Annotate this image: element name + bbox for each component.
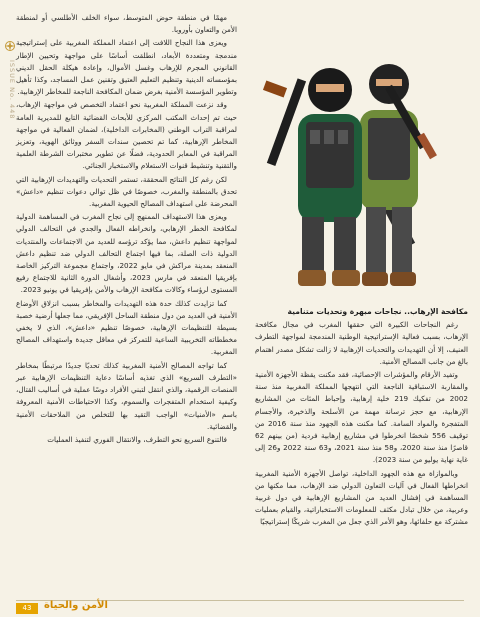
- page-number: 43: [16, 603, 38, 614]
- paragraph: فالتنوع السريع نحو التطرف، والانتقال الفوري لتنفيذ العمليات: [47, 434, 227, 444]
- paragraph: وبالموازاة مع هذه الجهود الداخلية، تواصل الأجهزة الأمنية المغربية انخراطها الفعال في آليات التعاون الدولي ضد الإرهاب، مما مكنها من المساهمة في إفشال العديد من المشاريع الإرهابية في دول غربية وعربية، من خلال تبادل مكثف للمعلومات الاستخباراتية، والقيام بعمليات مشتركة مع حلفائها، وهو الأمر الذي جعل من المغرب شريكًا إستراتيجيًا: [255, 468, 468, 527]
- paragraph: كما تواجه المصالح الأمنية المغربية كذلك تحديًا جديدًا مرتبطًا بمخاطر «التطرف السريع» الذي تغذيه أساسًا دعاية التنظيمات الإرهابية عبر المنصات الرقمية، والذي انتقل لتبني الأفراد دوسًا عملية في أساليب القتال، وكيفية استخدام المتفجرات والسموم، وكذا الاحتياطات الأمنية المعروفة باسم «الأمنيات» الواجب التقيد بها للتخلص من الملاحقات الأمنية والقضائية.: [16, 360, 237, 431]
- ornament-icon: [4, 40, 16, 52]
- paragraph: ويعزى هذا النجاح اللافت إلى اعتماد المملكة المغربية على إستراتيجية مندمجة ومتعددة الأبعاد، انطلقت أساسًا على مواجهة وتحيين الإطار القانوني المجرم للإرهاب وغسل الأموال، وإعادة هيكلة الحقل الديني بمؤسساته الدينية وتنظيم التعليم العتيق وتقنين عمل المساجد، وكذا تأهيل وتطوير المؤسسة الأمنية بغرض ضمان المكافحة الناجعة للمخاطر الإرهابية.: [16, 38, 237, 97]
- magazine-name: الأمن والحياة: [44, 600, 108, 611]
- section-heading: مكافحة الإرهاب.. نجاحات مبهرة وتحديات متنامية: [287, 307, 468, 316]
- armed-figures-illustration: [242, 22, 478, 294]
- paragraph: وقد نزعت المملكة المغربية نحو اعتماد التخصص في مواجهة الإرهاب، حيث تم إحداث المكتب المركزي للأبحاث القضائية التابع للمديرية العامة لمراقبة التراب الوطني (المخابرات الداخلية)، لضمان الفعالية في مواجهة المخاطر الإرهابية، كما تم تحصين سندات السفر ووثائق الهوية، وتعزيز المراقبة في المعابر الحدودية، فضلًا عن تطوير مختبرات الشرطة العلمية والتقنية وتنشيط قنوات الاستعلام والاستخبار الجنائي.: [16, 100, 237, 171]
- paragraph: وتفيد الأرقام والمؤشرات الإحصائية، فقد مكنت يقظة الأجهزة الأمنية والمقاربة الاستباقية الناجعة التي انتهجها المملكة المغربية منذ سنة 2002 من تفكيك 219 خلية إرهابية، وإحباط المئات من المشاريع الإرهابية، مع حجز ترسانة مهمة من الأسلحة والذخيرة، والأجسام المتفجرة والمواد السامة. كما مكنت هذه الجهود منذ سنة 2016 من توقيف 556 شخصًا انخرطوا في مشاريع إرهابية فردية (من بينهم 62 قاصرًا منذ سنة 2020، و58 منذ سنة 2021، و63 سنة 2022 و26 إلى غاية نهاية يوليو من سنة 2023).: [255, 370, 468, 465]
- right-text-column: [255, 306, 468, 530]
- paragraph: رغم النجاحات الكبيرة التي حققها المغرب في مجال مكافحة الإرهاب، بسبب فعالية الإستراتيجية الوطنية المندمجة لمواجهة التطرف العنيف، إلا أن التهديدات والتحديات الإرهابية لا زالت تشكل مصدر اهتمام بالغ من جانب المصالح الأمنية.: [255, 320, 468, 366]
- figure-right: [353, 64, 437, 286]
- paragraph: مهمًا في منطقة حوض المتوسط، سواء الخلف الأطلسي أو لمنطقة الأمن والتعاون بأوروبا.: [16, 13, 237, 35]
- paragraph: ويعزى هذا الاستهداف الممنهج إلى نجاح المغرب في المساهمة الدولية لمكافحة الخطر الإرهابي، وانخراطه الفعال والجدي في التحالف الدولي لمواجهة تنظيم داعش، مما يؤكد ترؤسه للعديد من الاجتماعات والمنتديات الدولية ذات الصلة، بما فيها اجتماع التحالف الدولي ضد تنظيم داعش المنعقد بمدينة مراكش في مايو 2022، واجتماع مجموعة التركيز الخاصة بإفريقيا المنعقد في مارس 2023، وأشغال الدورة الثانية للاجتماع رفيع المستوى لرؤساء وكالات مكافحة الإرهاب والأمن بإفريقيا في يونيو 2023.: [16, 212, 237, 295]
- issue-label: ISSUE No. 448: [8, 60, 16, 120]
- paragraph: لكن رغم كل النتائج المحققة، تستمر التحديات والتهديدات الإرهابية التي تحدق بالمنطقة والمغرب، خصوصًا في ظل توالي دعوات تنظيم «داعش» المحرضة على استهداف المصالح الحيوية المغربية.: [16, 174, 237, 209]
- left-text-column: [16, 12, 237, 447]
- paragraph: كما تزايدت كذلك حدة هذه التهديدات والمخاطر بسبب انزلاق الأوضاع الأمنية في العديد من دول منطقة الساحل الإفريقي، مما جعلها أرضية خصبة بسيطة للتنظيمات الإرهابية، خصوصًا تنظيم «داعش»، الذي لا يخفي مخططاته التخريبية الساعية للتمركز في معاقل جديدة واستهداف المصالح المغربية.: [16, 298, 237, 357]
- figure-left: [263, 68, 362, 286]
